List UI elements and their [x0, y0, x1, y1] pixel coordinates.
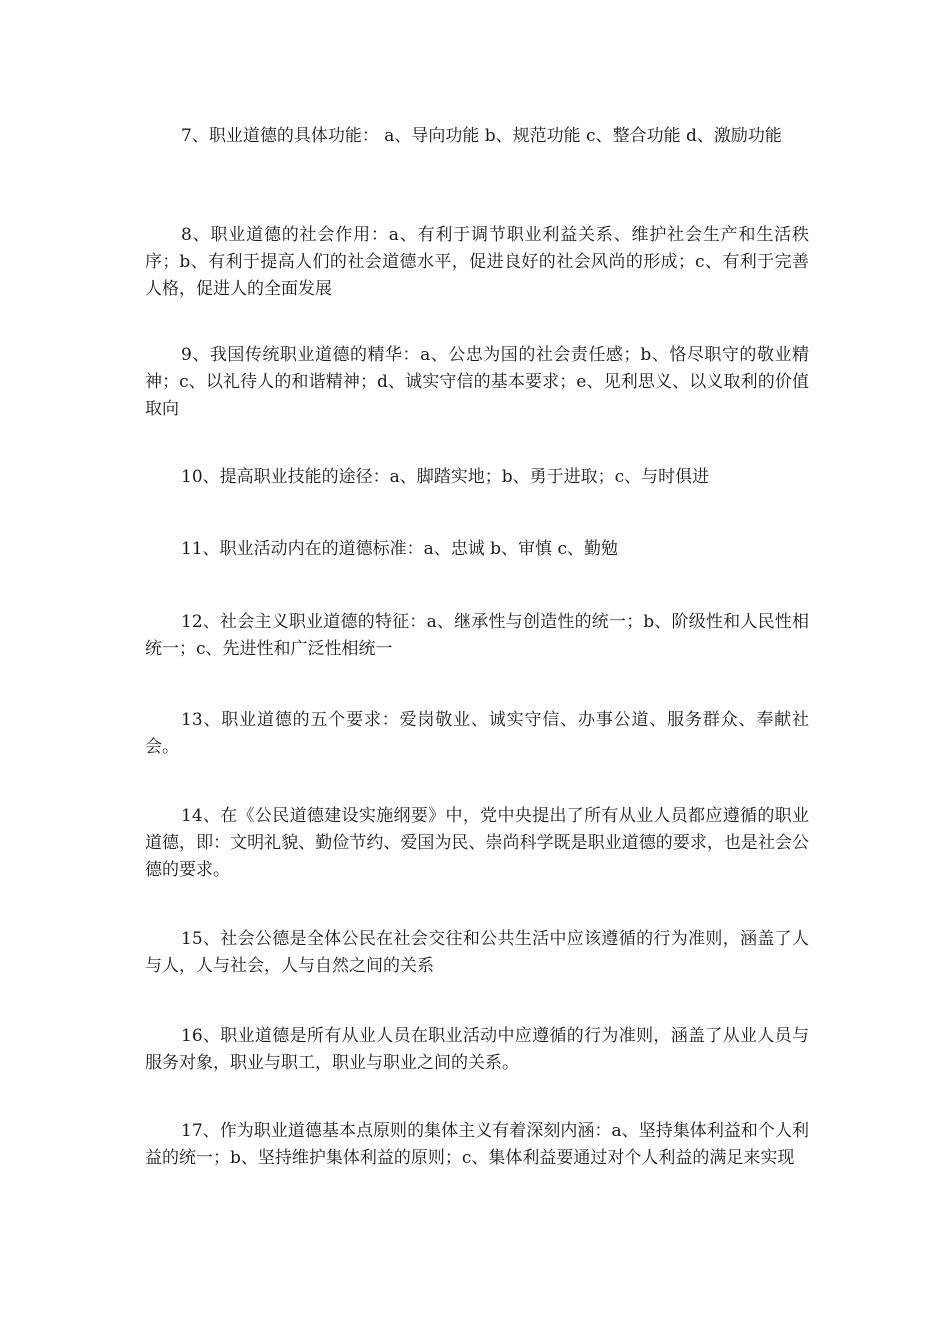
paragraph-item-11: 11、职业活动内在的道德标准：a、忠诚 b、审慎 c、勤勉	[181, 539, 618, 559]
paragraph-item-9: 9、我国传统职业道德的精华：a、公忠为国的社会责任感；b、恪尽职守的敬业精神；c、以礼待人的和谐精神；d、诚实守信的基本要求；e、见利思义、以义取利的价值取向	[145, 345, 809, 419]
paragraph-item-16: 16、职业道德是所有从业人员在职业活动中应遵循的行为准则，涵盖了从业人员与服务对象，职业与职工，职业与职业之间的关系。	[145, 1026, 809, 1073]
paragraph-item-15: 15、社会公德是全体公民在社会交往和公共生活中应该遵循的行为准则，涵盖了人与人，人与社会，人与自然之间的关系	[145, 929, 809, 976]
paragraph-item-7: 7、职业道德的具体功能： a、导向功能 b、规范功能 c、整合功能 d、激励功能	[181, 126, 782, 146]
paragraph-item-17: 17、作为职业道德基本点原则的集体主义有着深刻内涵：a、坚持集体利益和个人利益的统一；b、坚持维护集体利益的原则；c、集体利益要通过对个人利益的满足来实现	[145, 1121, 809, 1168]
paragraph-item-14: 14、在《公民道德建设实施纲要》中，党中央提出了所有从业人员都应遵循的职业道德，即：文明礼貌、勤俭节约、爱国为民、崇尚科学既是职业道德的要求，也是社会公德的要求。	[145, 806, 809, 880]
paragraph-item-12: 12、社会主义职业道德的特征：a、继承性与创造性的统一；b、阶级性和人民性相统一；c、先进性和广泛性相统一	[145, 612, 809, 659]
paragraph-item-8: 8、职业道德的社会作用：a、有利于调节职业利益关系、维护社会生产和生活秩序；b、有利于提高人们的社会道德水平，促进良好的社会风尚的形成；c、有利于完善人格，促进人的全面发展	[145, 225, 809, 299]
paragraph-item-10: 10、提高职业技能的途径：a、脚踏实地；b、勇于进取；c、与时俱进	[181, 467, 710, 487]
paragraph-item-13: 13、职业道德的五个要求：爱岗敬业、诚实守信、办事公道、服务群众、奉献社会。	[145, 710, 809, 757]
